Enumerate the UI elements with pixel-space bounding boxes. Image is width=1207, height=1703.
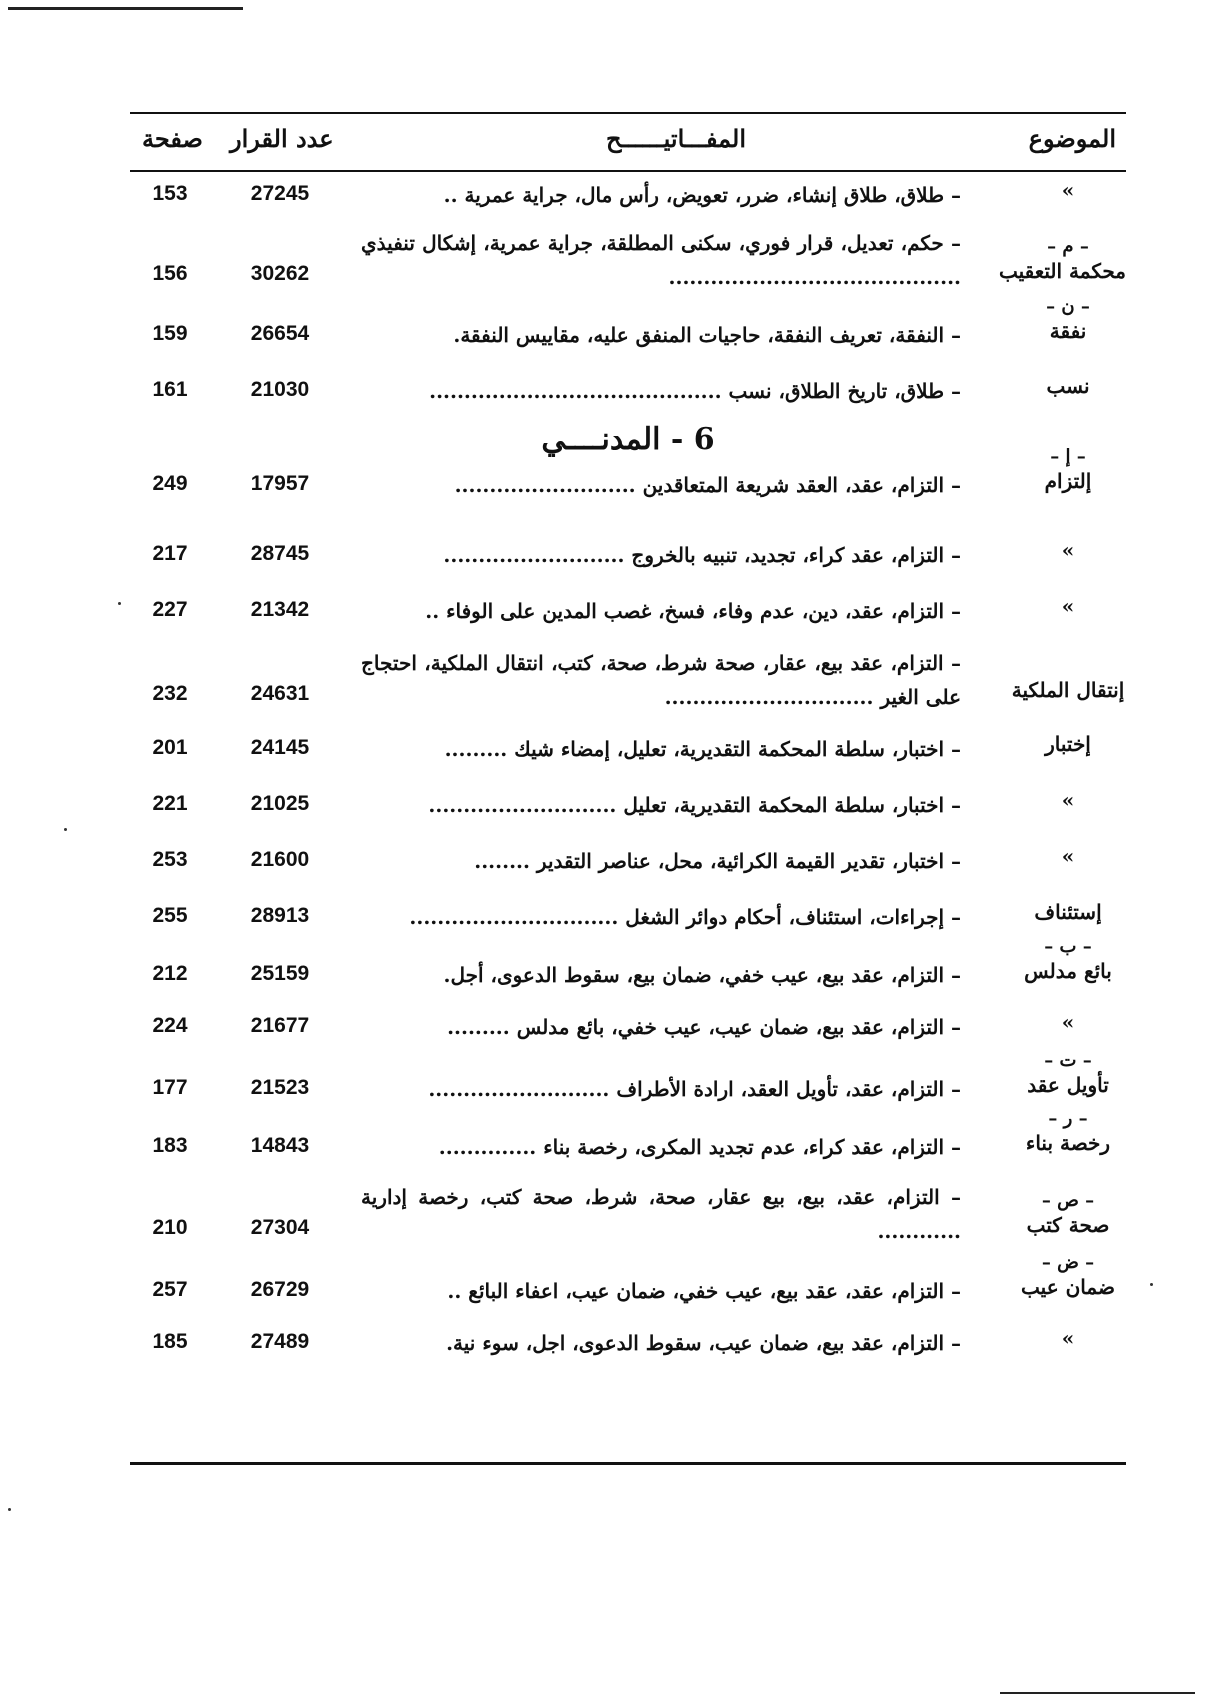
scan-speck bbox=[64, 828, 67, 831]
row-subject bbox=[1010, 296, 1126, 343]
table-row bbox=[130, 892, 1126, 940]
scan-speck bbox=[8, 1508, 11, 1511]
row-decision-number: 27304 bbox=[250, 1216, 310, 1239]
scan-edge-mark bbox=[8, 7, 243, 10]
row-page-number: 227 bbox=[152, 598, 188, 621]
alphabet-letter-marker: – ض – bbox=[1041, 1252, 1095, 1273]
row-subject bbox=[1010, 1190, 1126, 1237]
row-decision-number: 21600 bbox=[250, 848, 310, 871]
subject-text: ضمان عيب bbox=[1021, 1275, 1115, 1299]
table-row bbox=[130, 296, 1126, 358]
row-keywords: – التزام، عقد، العقد شريعة المتعاقدين .......................... bbox=[454, 473, 961, 497]
subject-text: محكمة التعقيب bbox=[998, 259, 1126, 283]
row-decision-number: 17957 bbox=[250, 472, 310, 495]
row-decision-number: 26729 bbox=[250, 1278, 310, 1301]
row-page-number: 210 bbox=[152, 1216, 188, 1239]
row-keywords: – طلاق، تاريخ الطلاق، نسب .......................................... bbox=[429, 379, 961, 403]
table-row bbox=[130, 936, 1126, 998]
subject-text: نسب bbox=[1046, 374, 1090, 398]
row-decision-number: 30262 bbox=[250, 262, 310, 285]
row-keywords: – التزام، عقد، عقد بيع، عيب خفي، ضمان عيب، اعفاء البائع .. bbox=[447, 1279, 961, 1303]
row-subject bbox=[1010, 538, 1126, 562]
table-row bbox=[130, 1318, 1126, 1366]
row-subject bbox=[1010, 1010, 1126, 1034]
subject-text: » bbox=[1061, 844, 1075, 868]
row-decision-number: 21030 bbox=[250, 378, 310, 401]
subject-text: رخصة بناء bbox=[1025, 1131, 1111, 1155]
subject-text: » bbox=[1061, 594, 1075, 618]
table-header bbox=[130, 124, 1126, 164]
row-page-number: 232 bbox=[152, 682, 188, 705]
row-page-number: 185 bbox=[152, 1330, 188, 1353]
row-decision-number: 24145 bbox=[250, 736, 310, 759]
row-page-number: 257 bbox=[152, 1278, 188, 1301]
row-subject bbox=[1010, 1108, 1126, 1155]
row-page-number: 183 bbox=[152, 1134, 188, 1157]
row-keywords: – التزام، عقد، بيع، بيع عقار، صحة، شرط، صحة كتب، رخصة إدارية ............ bbox=[361, 1185, 961, 1243]
row-page-number: 212 bbox=[152, 962, 188, 985]
row-keywords: – التزام، عقد بيع، عيب خفي، ضمان بيع، سقوط الدعوى، أجل. bbox=[443, 963, 961, 987]
subject-text: إلتزام bbox=[1044, 469, 1092, 493]
row-page-number: 249 bbox=[152, 472, 188, 495]
scan-speck bbox=[118, 602, 121, 605]
row-keywords: – التزام، عقد كراء، تجديد، تنبيه بالخروج .......................... bbox=[443, 543, 961, 567]
row-decision-number: 25159 bbox=[250, 962, 310, 985]
subject-text: صحة كتب bbox=[1026, 1213, 1110, 1237]
row-decision-number: 21523 bbox=[250, 1076, 310, 1099]
table-row bbox=[130, 724, 1126, 772]
row-keywords: – التزام، عقد بيع، ضمان عيب، عيب خفي، بائع مدلس ......... bbox=[447, 1015, 961, 1039]
table-row bbox=[130, 640, 1126, 718]
header-keywords: المفـــاتيــــــح bbox=[605, 124, 746, 153]
row-page-number: 161 bbox=[152, 378, 188, 401]
table-bottom-rule bbox=[130, 1462, 1126, 1465]
table-row bbox=[130, 1174, 1126, 1252]
alphabet-letter-marker: – ب – bbox=[1044, 936, 1092, 957]
table-row bbox=[130, 170, 1126, 218]
row-decision-number: 27489 bbox=[250, 1330, 310, 1353]
index-table bbox=[130, 112, 1126, 1466]
header-page: صفحة bbox=[142, 124, 203, 153]
subject-text: نفقة bbox=[1049, 319, 1087, 343]
row-subject bbox=[1010, 594, 1126, 618]
header-decision-number: عدد القرار bbox=[230, 124, 334, 153]
row-subject bbox=[1010, 900, 1126, 924]
row-subject bbox=[1010, 1050, 1126, 1097]
row-subject bbox=[1010, 936, 1126, 983]
subject-text: » bbox=[1061, 1326, 1075, 1350]
subject-text: » bbox=[1061, 178, 1075, 202]
row-keywords: – اختبار، سلطة المحكمة التقديرية، تعليل، إمضاء شيك ......... bbox=[444, 737, 961, 761]
table-row bbox=[130, 530, 1126, 578]
row-subject bbox=[1010, 844, 1126, 868]
section-heading: 6 - المدنــــي bbox=[541, 422, 715, 457]
table-row bbox=[130, 220, 1126, 298]
row-page-number: 201 bbox=[152, 736, 188, 759]
alphabet-letter-marker: – ن – bbox=[1046, 296, 1090, 317]
row-page-number: 224 bbox=[152, 1014, 188, 1037]
row-page-number: 156 bbox=[152, 262, 188, 285]
row-page-number: 159 bbox=[152, 322, 188, 345]
row-decision-number: 21025 bbox=[250, 792, 310, 815]
subject-text: إستئناف bbox=[1034, 900, 1102, 924]
row-page-number: 177 bbox=[152, 1076, 188, 1099]
row-subject bbox=[1010, 678, 1126, 702]
table-row bbox=[130, 586, 1126, 634]
row-subject bbox=[1010, 788, 1126, 812]
row-decision-number: 21677 bbox=[250, 1014, 310, 1037]
header-subject: الموضوع bbox=[1028, 124, 1116, 153]
row-decision-number: 28745 bbox=[250, 542, 310, 565]
row-keywords: – حكم، تعديل، قرار فوري، سكنى المطلقة، جراية عمرية، إشكال تنفيذي .......................................... bbox=[361, 231, 961, 289]
row-keywords: – التزام، عقد، دين، عدم وفاء، فسخ، غصب المدين على الوفاء .. bbox=[425, 599, 961, 623]
alphabet-letter-marker: – إ – bbox=[1050, 446, 1086, 467]
row-subject bbox=[1010, 178, 1126, 202]
row-subject bbox=[1010, 1326, 1126, 1350]
row-keywords: – طلاق، طلاق إنشاء، ضرر، تعويض، رأس مال، جراية عمرية .. bbox=[443, 183, 961, 207]
subject-text: » bbox=[1061, 1010, 1075, 1034]
alphabet-letter-marker: – ر – bbox=[1048, 1108, 1088, 1129]
table-row bbox=[130, 1002, 1126, 1050]
scan-edge-mark bbox=[1000, 1692, 1195, 1694]
row-keywords: – التزام، عقد بيع، ضمان عيب، سقوط الدعوى، اجل، سوء نية. bbox=[446, 1331, 961, 1355]
subject-text: إنتقال الملكية bbox=[1011, 678, 1125, 702]
row-page-number: 153 bbox=[152, 182, 188, 205]
row-keywords: – التزام، عقد، تأويل العقد، ارادة الأطراف .......................... bbox=[428, 1077, 961, 1101]
table-row bbox=[130, 836, 1126, 884]
table-top-rule bbox=[130, 112, 1126, 114]
row-decision-number: 24631 bbox=[250, 682, 310, 705]
row-decision-number: 26654 bbox=[250, 322, 310, 345]
row-keywords: – التزام، عقد كراء، عدم تجديد المكرى، رخصة بناء .............. bbox=[438, 1135, 961, 1159]
table-row bbox=[130, 446, 1126, 508]
table-row bbox=[130, 1050, 1126, 1112]
row-keywords: – التزام، عقد بيع، عقار، صحة شرط، صحة، كتب، انتقال الملكية، احتجاج على الغير .............................. bbox=[361, 651, 961, 709]
row-keywords: – اختبار، تقدير القيمة الكرائية، محل، عناصر التقدير ........ bbox=[474, 849, 961, 873]
alphabet-letter-marker: – ص – bbox=[1041, 1190, 1095, 1211]
table-row bbox=[130, 780, 1126, 828]
alphabet-letter-marker: – م – bbox=[1047, 236, 1089, 257]
row-page-number: 217 bbox=[152, 542, 188, 565]
row-decision-number: 28913 bbox=[250, 904, 310, 927]
table-row bbox=[130, 366, 1126, 414]
table-row bbox=[130, 1252, 1126, 1314]
row-decision-number: 21342 bbox=[250, 598, 310, 621]
row-keywords: – النفقة، تعريف النفقة، حاجيات المنفق عليه، مقاييس النفقة. bbox=[453, 323, 961, 347]
row-page-number: 253 bbox=[152, 848, 188, 871]
row-subject bbox=[1010, 374, 1126, 398]
row-page-number: 255 bbox=[152, 904, 188, 927]
alphabet-letter-marker: – ت – bbox=[1044, 1050, 1092, 1071]
subject-text: » bbox=[1061, 538, 1075, 562]
row-subject bbox=[1010, 446, 1126, 493]
row-keywords: – إجراءات، استئناف، أحكام دوائر الشغل .............................. bbox=[409, 905, 961, 929]
scan-speck bbox=[1150, 1283, 1153, 1286]
subject-text: إختبار bbox=[1045, 732, 1091, 756]
row-page-number: 221 bbox=[152, 792, 188, 815]
subject-text: بائع مدلس bbox=[1024, 959, 1112, 983]
row-decision-number: 14843 bbox=[250, 1134, 310, 1157]
row-subject bbox=[998, 236, 1126, 283]
subject-text: تأويل عقد bbox=[1027, 1073, 1109, 1097]
row-subject bbox=[1010, 1252, 1126, 1299]
row-subject bbox=[1010, 732, 1126, 756]
row-keywords: – اختبار، سلطة المحكمة التقديرية، تعليل ........................... bbox=[428, 793, 961, 817]
row-decision-number: 27245 bbox=[250, 182, 310, 205]
subject-text: » bbox=[1061, 788, 1075, 812]
table-row bbox=[130, 1108, 1126, 1170]
